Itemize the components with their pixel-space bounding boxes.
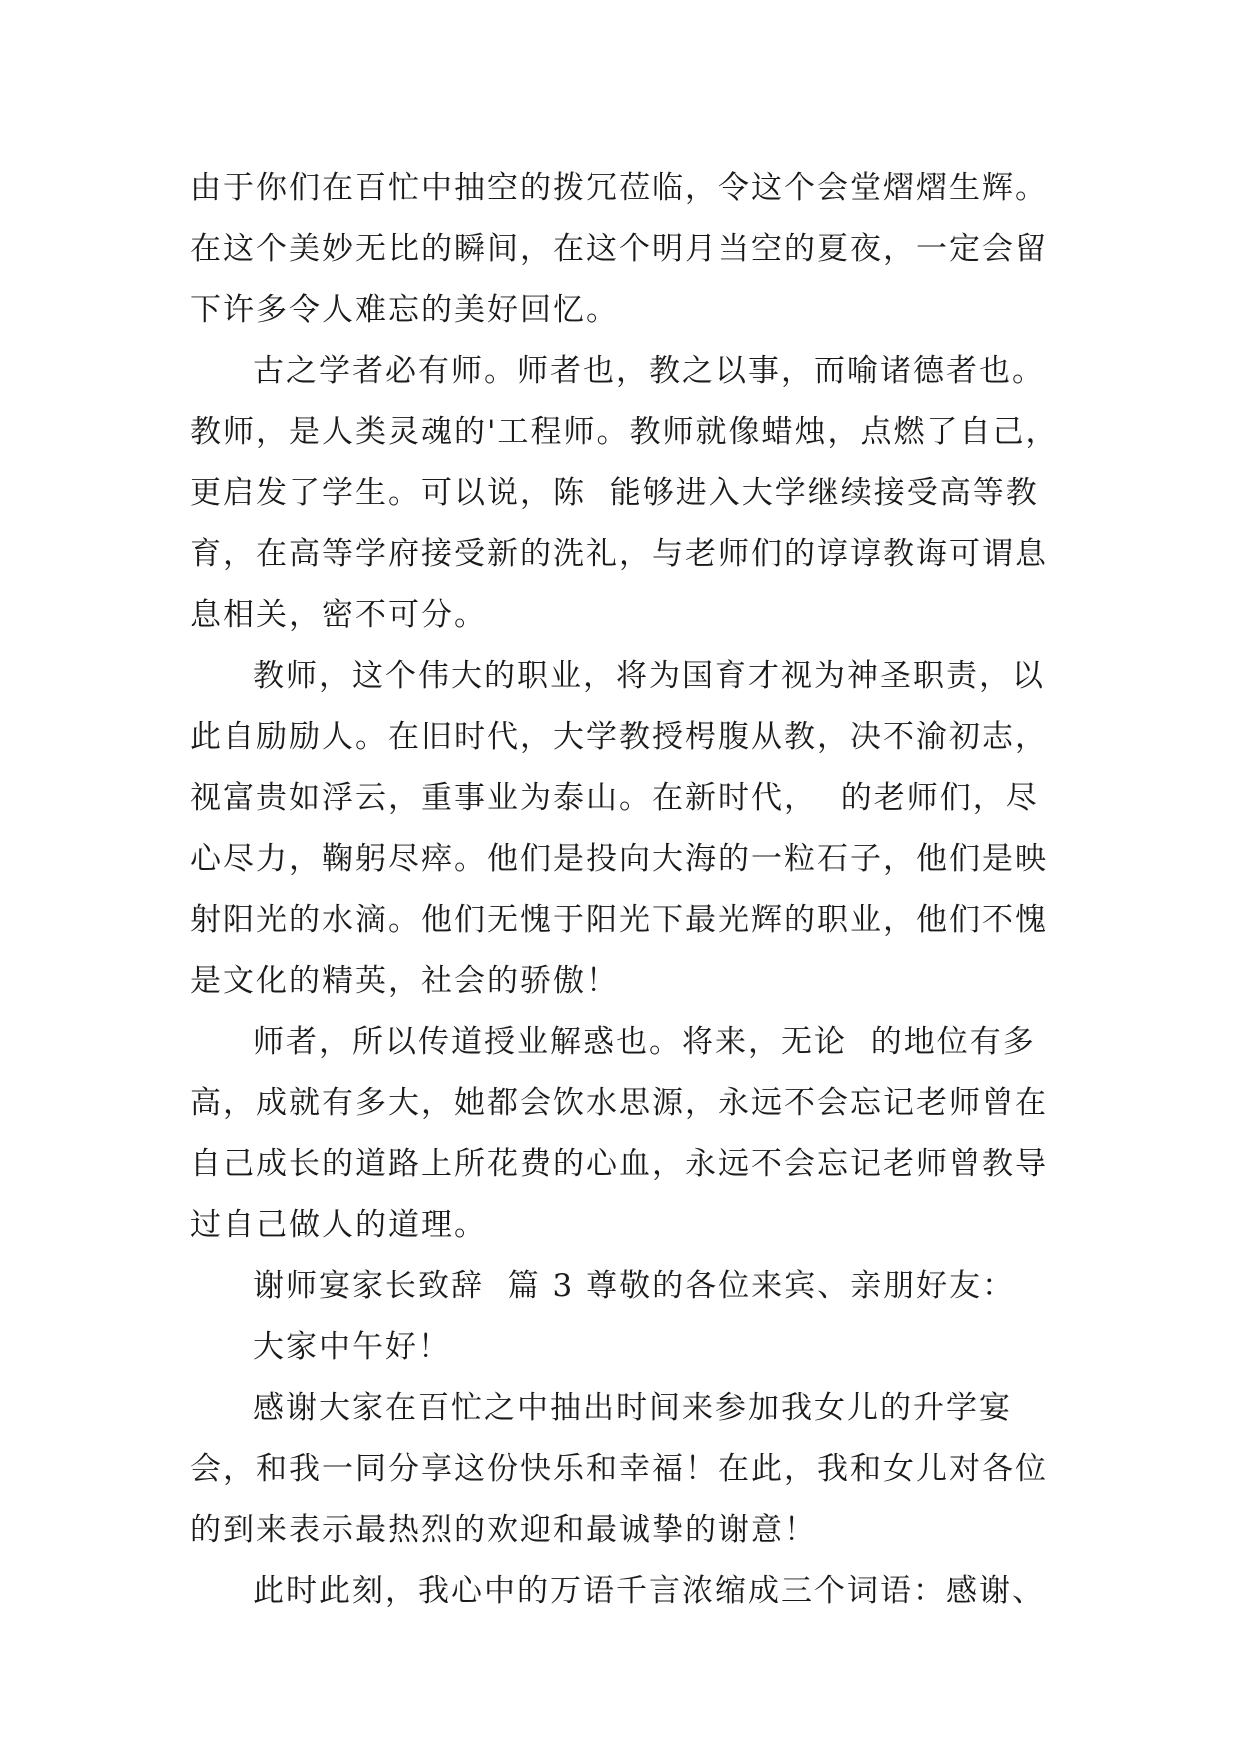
text-line: 视富贵如浮云，重事业为泰山。在新时代， 的老师们，尽 bbox=[190, 780, 1039, 816]
text-line: 教师，是人类灵魂的'工程师。教师就像蜡烛，点燃了自己， bbox=[190, 414, 1059, 450]
text-line: 育，在高等学府接受新的洗礼，与老师们的谆谆教诲可谓息 bbox=[190, 536, 1048, 572]
text-line: 由于你们在百忙中抽空的拨冗莅临，令这个会堂熠熠生辉。 bbox=[190, 170, 1048, 206]
text-line: 师者，所以传道授业解惑也。将来，无论 的地位有多 bbox=[253, 1024, 1036, 1060]
text-line: 射阳光的水滴。他们无愧于阳光下最光辉的职业，他们不愧 bbox=[190, 902, 1048, 938]
text-line: 古之学者必有师。师者也，教之以事，而喻诸德者也。 bbox=[253, 353, 1045, 389]
text-line: 下许多令人难忘的美好回忆。 bbox=[190, 292, 619, 328]
text-line: 会，和我一同分享这份快乐和幸福！在此，我和女儿对各位 bbox=[190, 1451, 1048, 1487]
text-line: 教师，这个伟大的职业，将为国育才视为神圣职责，以 bbox=[253, 658, 1045, 694]
text-line: 在这个美妙无比的瞬间，在这个明月当空的夏夜，一定会留 bbox=[190, 231, 1048, 267]
text-line: 此自励励人。在旧时代，大学教授枵腹从教，决不渝初志， bbox=[190, 719, 1048, 755]
text-line: 是文化的精英，社会的骄傲！ bbox=[190, 963, 619, 999]
text-line: 的到来表示最热烈的欢迎和最诚挚的谢意！ bbox=[190, 1512, 817, 1548]
text-line: 大家中午好！ bbox=[253, 1329, 451, 1365]
text-line: 过自己做人的道理。 bbox=[190, 1207, 487, 1243]
text-line: 自己成长的道路上所花费的心血，永远不会忘记老师曾教导 bbox=[190, 1146, 1048, 1182]
text-line: 高，成就有多大，她都会饮水思源，永远不会忘记老师曾在 bbox=[190, 1085, 1048, 1121]
text-line: 谢师宴家长致辞 篇 3 尊敬的各位来宾、亲朋好友： bbox=[253, 1268, 1016, 1304]
text-line: 息相关，密不可分。 bbox=[190, 597, 487, 633]
text-line: 感谢大家在百忙之中抽出时间来参加我女儿的升学宴 bbox=[253, 1390, 1012, 1426]
text-line: 心尽力，鞠躬尽瘁。他们是投向大海的一粒石子，他们是映 bbox=[190, 841, 1048, 877]
text-line: 更启发了学生。可以说，陈 能够进入大学继续接受高等教 bbox=[190, 475, 1039, 511]
text-line: 此时此刻，我心中的万语千言浓缩成三个词语：感谢、 bbox=[253, 1573, 1045, 1609]
